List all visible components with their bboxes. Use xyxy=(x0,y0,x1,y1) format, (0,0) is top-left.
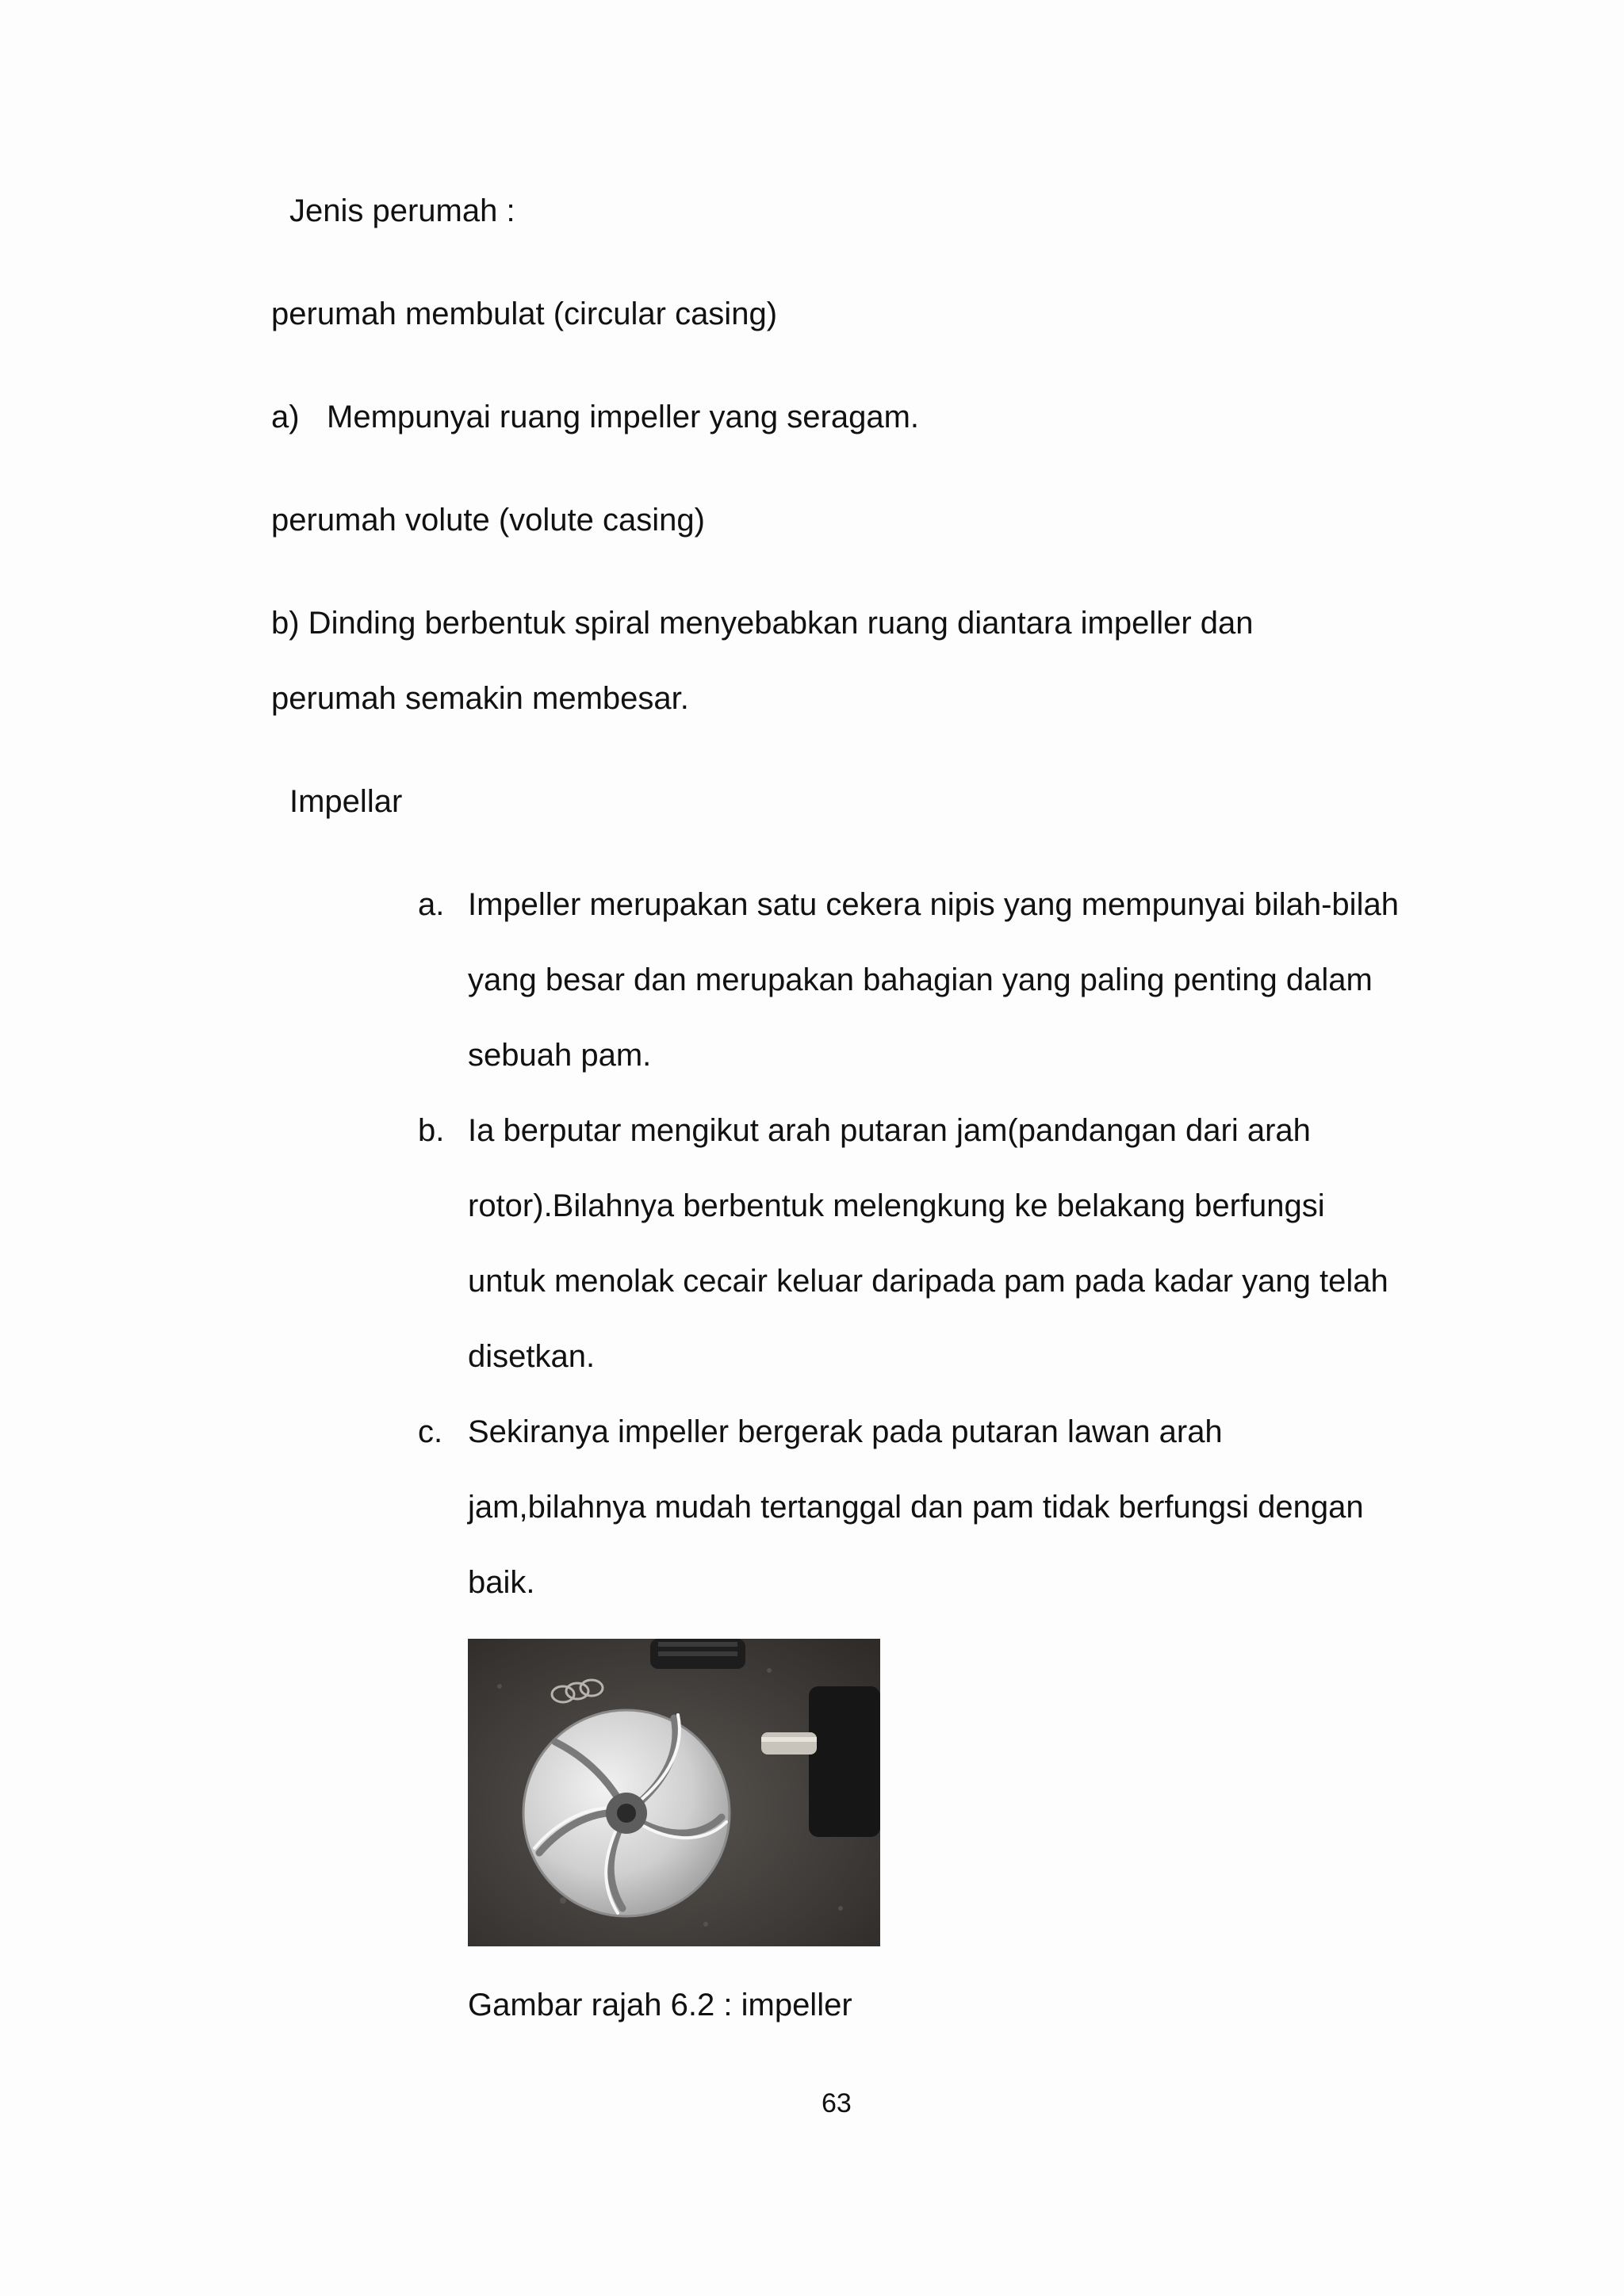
impeller-photo-illustration xyxy=(468,1639,880,1946)
impeller-item-label: b. xyxy=(418,1113,445,1148)
circular-casing-title: perumah membulat (circular casing) xyxy=(271,297,778,331)
impeller-item-line: jam,bilahnya mudah tertanggal dan pam tidak berfungsi dengan xyxy=(468,1490,1364,1525)
impeller-item-line: sebuah pam. xyxy=(468,1038,652,1073)
impeller-item-line: rotor).Bilahnya berbentuk melengkung ke belakang berfungsi xyxy=(468,1188,1325,1223)
page-number: 63 xyxy=(822,2088,852,2118)
volute-casing-title: perumah volute (volute casing) xyxy=(271,503,705,538)
volute-casing-item-line2: perumah semakin membesar. xyxy=(271,681,689,716)
impeller-item-line: Sekiranya impeller bergerak pada putaran lawan arah xyxy=(468,1414,1223,1449)
impeller-item-line: Ia berputar mengikut arah putaran jam(pandangan dari arah xyxy=(468,1113,1311,1148)
circular-casing-item-label: a) xyxy=(271,400,300,434)
impeller-item-line: yang besar dan merupakan bahagian yang paling penting dalam xyxy=(468,962,1373,997)
impeller-item-line: Impeller merupakan satu cekera nipis yang mempunyai bilah-bilah xyxy=(468,887,1399,922)
impeller-item-label: c. xyxy=(418,1414,443,1449)
heading-impeller: Impellar xyxy=(289,784,403,819)
impeller-item-line: baik. xyxy=(468,1565,535,1600)
impeller-item-line: disetkan. xyxy=(468,1339,596,1374)
impeller-item-label: a. xyxy=(418,887,445,922)
heading-casing-types: Jenis perumah : xyxy=(289,193,515,228)
circular-casing-item-text: Mempunyai ruang impeller yang seragam. xyxy=(327,400,920,434)
volute-casing-item-line1: b) Dinding berbentuk spiral menyebabkan ruang diantara impeller dan xyxy=(271,606,1254,641)
impeller-photo xyxy=(468,1639,880,1946)
impeller-item-line: untuk menolak cecair keluar daripada pam pada kadar yang telah xyxy=(468,1264,1388,1299)
figure-caption: Gambar rajah 6.2 : impeller xyxy=(468,1988,852,2022)
